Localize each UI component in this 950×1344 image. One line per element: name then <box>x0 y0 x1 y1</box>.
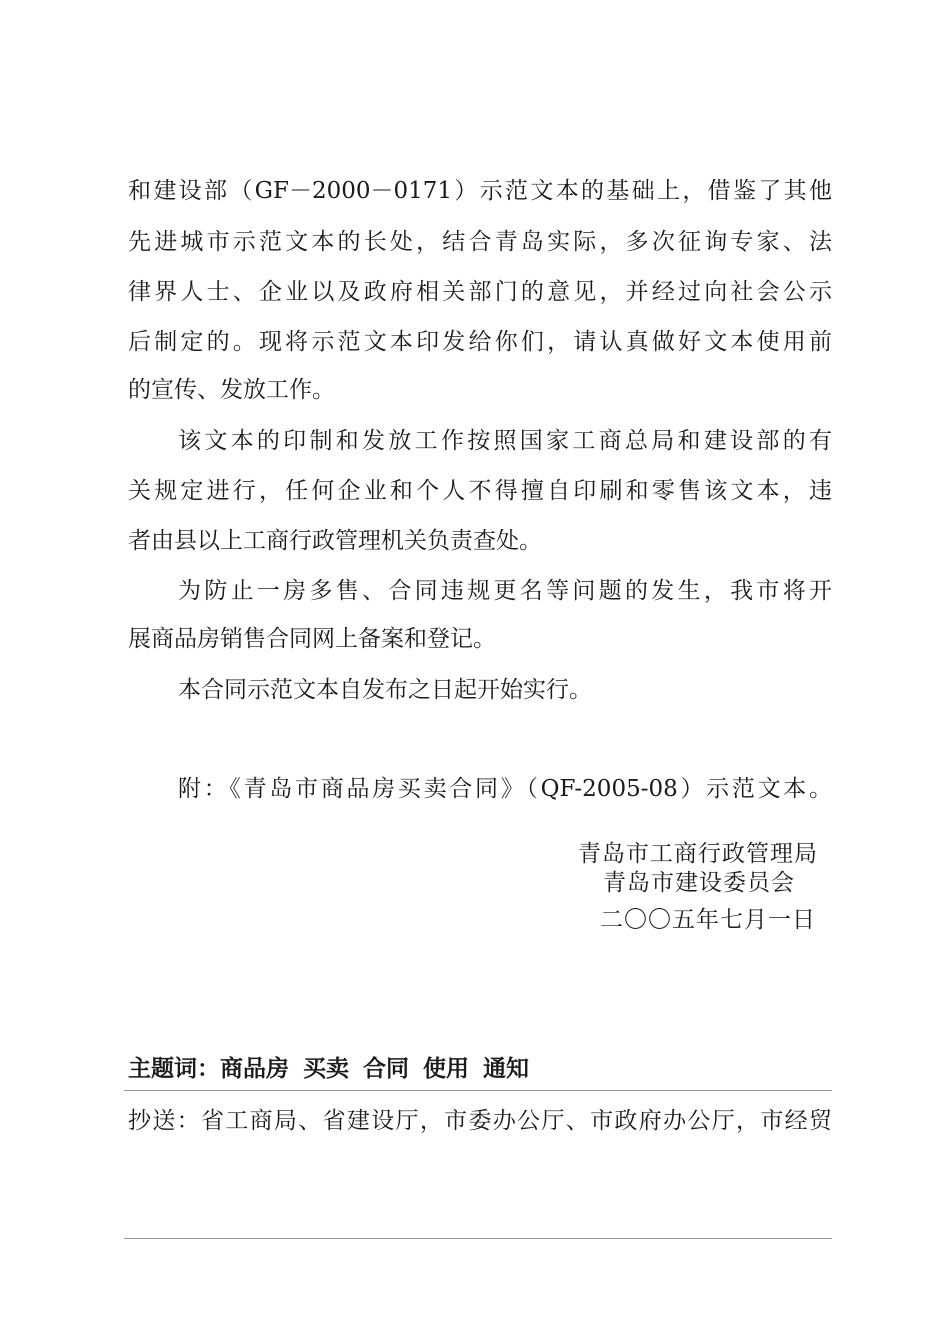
issuer-construction-committee: 青岛市建设委员会 <box>603 870 795 896</box>
paragraph-2-line-3: 者由县以上工商行政管理机关负责查处。 <box>128 528 542 554</box>
keyword-term: 通知 <box>483 1056 529 1082</box>
paragraph-3-line-2: 展商品房销售合同网上备案和登记。 <box>128 626 496 652</box>
footer-divider <box>124 1238 832 1239</box>
issuer-commerce-bureau: 青岛市工商行政管理局 <box>578 841 818 867</box>
paragraph-2-line-2: 关规定进行，任何企业和个人不得擅自印刷和零售该文本，违 <box>128 478 832 504</box>
paragraph-1-line-4: 后制定的。现将示范文本印发给你们，请认真做好文本使用前 <box>128 329 832 355</box>
paragraph-1-line-5: 的宣传、发放工作。 <box>128 377 335 403</box>
paragraph-2-line-1: 该文本的印制和发放工作按照国家工商总局和建设部的有 <box>178 428 832 454</box>
cc-recipients: 抄送：省工商局、省建设厅，市委办公厅、市政府办公厅，市经贸 <box>128 1108 832 1134</box>
paragraph-3-line-1: 为防止一房多售、合同违规更名等问题的发生，我市将开 <box>178 578 832 604</box>
keyword-term: 商品房 <box>220 1056 289 1082</box>
subject-keywords <box>128 1052 543 1086</box>
keywords-label: 主题词： <box>128 1056 220 1082</box>
paragraph-1-line-2: 先进城市示范文本的长处，结合青岛实际，多次征询专家、法 <box>128 229 832 255</box>
keywords-divider <box>124 1090 832 1091</box>
paragraph-1-line-3: 律界人士、企业以及政府相关部门的意见，并经过向社会公示 <box>128 279 832 305</box>
keyword-term: 使用 <box>423 1056 469 1082</box>
keyword-term: 合同 <box>363 1056 409 1082</box>
paragraph-1-line-1: 和建设部（GF－2000－0171）示范文本的基础上，借鉴了其他 <box>128 178 832 204</box>
attachment-note: 附：《青岛市商品房买卖合同》（QF-2005-08）示范文本。 <box>178 776 832 802</box>
issue-date: 二〇〇五年七月一日 <box>600 907 816 933</box>
keyword-term: 买卖 <box>303 1056 349 1082</box>
paragraph-4-line-1: 本合同示范文本自发布之日起开始实行。 <box>178 677 592 703</box>
